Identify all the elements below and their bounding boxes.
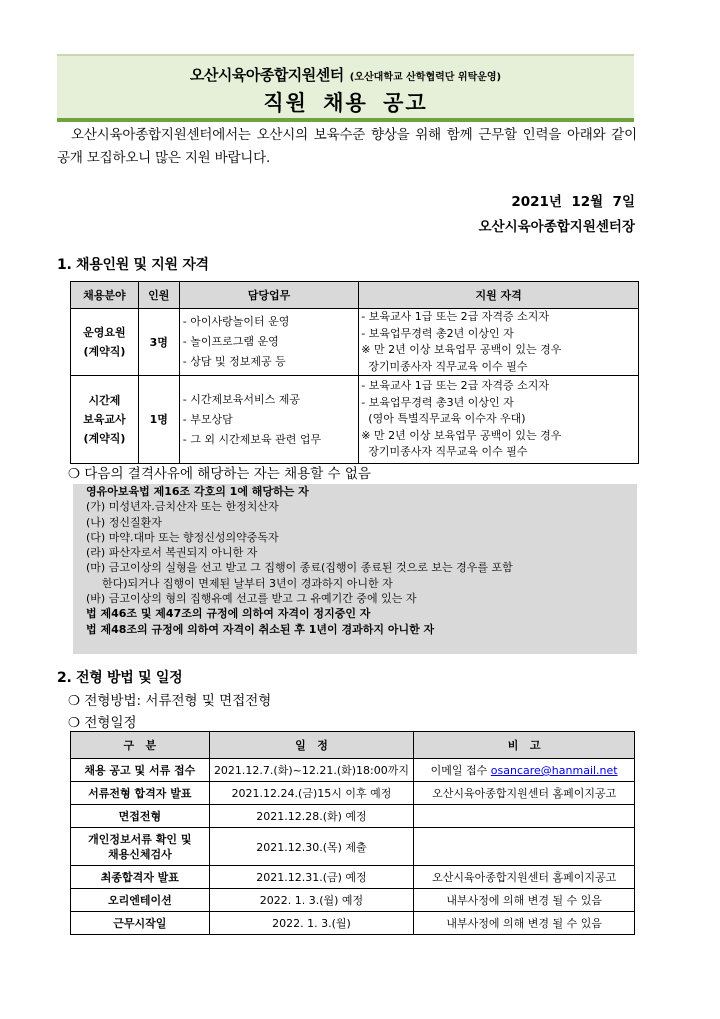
qual-line: 장기미종사자 직무교육 이수 필수	[361, 445, 528, 459]
item-line: 개인정보서류 확인 및	[88, 832, 192, 846]
field-line: 운영요원	[83, 326, 126, 339]
disqualification-line: (나) 정신질환자	[86, 515, 162, 529]
schedule-note	[414, 828, 635, 866]
duties-cell	[179, 309, 359, 376]
disqualification-line: (다) 마약.대마 또는 향정신성의약중독자	[86, 530, 279, 544]
table-header-row	[71, 732, 635, 759]
schedule-table	[70, 731, 635, 935]
schedule-note: 내부사정에 의해 변경 될 수 있음	[414, 889, 635, 912]
duty-line: - 부모상담	[182, 412, 233, 426]
duties-cell	[179, 376, 359, 464]
header-field: 채용분야	[71, 282, 139, 309]
schedule-item: 채용 공고 및 서류 접수	[71, 759, 210, 782]
schedule-item: 면접전형	[71, 805, 210, 828]
field-line: (계약직)	[83, 432, 126, 445]
count-cell: 3명	[138, 309, 179, 376]
schedule-item: 서류전형 합격자 발표	[71, 782, 210, 805]
disqualification-line: 법 제46조 및 제47조의 규정에 의하여 자격이 정지중인 자	[86, 607, 371, 621]
disqualification-line: (라) 파산자로서 복권되지 아니한 자	[86, 546, 258, 560]
schedule-date: 2021.12.31.(금) 예정	[209, 866, 414, 889]
field-line: 보육교사	[83, 413, 126, 426]
header-date: 일 정	[209, 732, 414, 759]
disqualification-line: (바) 금고이상의 형의 집행유예 선고를 받고 그 유예기간 중에 있는 자	[86, 592, 417, 606]
schedule-date: 2021.12.7.(화)~12.21.(화)18:00까지	[209, 759, 414, 782]
schedule-note	[414, 759, 635, 782]
schedule-note	[414, 805, 635, 828]
count-cell: 1명	[138, 376, 179, 464]
qual-line: 장기미종사자 직무교육 이수 필수	[361, 359, 528, 373]
disqualification-line: 법 제48조의 규정에 의하여 자격이 취소된 후 1년이 경과하지 아니한 자	[86, 622, 435, 636]
selection-method: ❍ 전형방법: 서류전형 및 면접전형	[68, 693, 272, 709]
qual-line: - 보육업무경력 총3년 이상인 자	[361, 395, 514, 409]
org-name: 오산시육아종합지원센터	[189, 66, 344, 84]
table-row	[71, 759, 635, 782]
schedule-note: 내부사정에 의해 변경 될 수 있음	[414, 912, 635, 935]
quals-cell	[359, 309, 639, 376]
schedule-label: ❍ 전형일정	[68, 715, 137, 731]
table-row	[71, 805, 635, 828]
field-line: 시간제	[88, 394, 121, 407]
schedule-note: 오산시육아종합지원센터 홈페이지공고	[414, 866, 635, 889]
disqualification-line: 영유아보육법 제16조 각호의 1에 해당하는 자	[86, 485, 309, 498]
qual-line: - 보육업무경력 총2년 이상인 자	[361, 326, 514, 340]
header-quals: 지원 자격	[359, 282, 639, 309]
header-count: 인원	[138, 282, 179, 309]
header-duties: 담당업무	[179, 282, 359, 309]
schedule-item	[71, 828, 210, 866]
recruitment-table	[70, 281, 639, 464]
duty-line: - 그 외 시간제보육 관련 업무	[182, 432, 322, 446]
duty-line: - 놀이프로그램 운영	[182, 335, 279, 348]
schedule-note: 오산시육아종합지원센터 홈페이지공고	[414, 782, 635, 805]
schedule-date: 2022. 1. 3.(월) 예정	[209, 889, 414, 912]
email-link[interactable]: osancare@hanmail.net	[490, 764, 618, 777]
table-row	[71, 889, 635, 912]
quals-cell	[359, 376, 639, 464]
disqualification-line: 한다)되거나 집행이 면제된 날부터 3년이 경과하지 아니한 자	[102, 576, 393, 590]
table-row	[71, 309, 639, 376]
qual-line: ※ 만 2년 이상 보육업무 공백이 있는 경우	[361, 343, 562, 356]
qual-line: - 보육교사 1급 또는 2급 자격증 소지자	[361, 310, 549, 323]
item-line: 채용신체검사	[107, 847, 172, 861]
header-note: 비 고	[414, 732, 635, 759]
table-row	[71, 376, 639, 464]
section1-heading: 1. 채용인원 및 지원 자격	[57, 257, 209, 273]
org-line	[57, 64, 634, 85]
table-header-row	[71, 282, 639, 309]
schedule-item: 오리엔테이션	[71, 889, 210, 912]
section2-heading: 2. 전형 방법 및 일정	[57, 670, 183, 686]
schedule-item: 최종합격자 발표	[71, 866, 210, 889]
disqualification-intro: ❍ 다음의 결격사유에 해당하는 자는 채용할 수 없음	[68, 466, 371, 482]
schedule-date: 2021.12.28.(화) 예정	[209, 805, 414, 828]
intro-paragraph: 오산시육아종합지원센터에서는 오산시의 보육수준 향상을 위해 함께 근무할 인력을 아래와 같이 공개 모집하오니 많은 지원 바랍니다.	[57, 127, 637, 166]
field-cell	[71, 309, 139, 376]
field-line: (계약직)	[83, 345, 126, 358]
qual-line: ※ 만 2년 이상 보육업무 공백이 있는 경우	[361, 428, 562, 442]
duty-line: - 아이사랑놀이터 운영	[182, 315, 290, 328]
disqualification-line: (가) 미성년자.금치산자 또는 한정치산자	[86, 500, 279, 514]
disqualification-line: (마) 금고이상의 실형을 선고 받고 그 집행이 종료(집행이 종료된 것으로 보는 경우를 포함	[86, 561, 513, 575]
qual-line: (영아 특별직무교육 이수자 우대)	[361, 412, 526, 426]
schedule-item: 근무시작일	[71, 912, 210, 935]
table-row	[71, 782, 635, 805]
org-subtitle: (오산대학교 산학협력단 위탁운영)	[349, 72, 502, 83]
table-row	[71, 912, 635, 935]
table-row	[71, 828, 635, 866]
header-banner	[57, 54, 634, 122]
schedule-date: 2021.12.30.(목) 제출	[209, 828, 414, 866]
header-item: 구 분	[71, 732, 210, 759]
duty-line: - 상담 및 정보제공 등	[182, 355, 286, 368]
table-row	[71, 866, 635, 889]
page-title: 직원 채용 공고	[263, 91, 428, 115]
schedule-date: 2022. 1. 3.(월)	[209, 912, 414, 935]
disqualification-box	[73, 484, 637, 654]
schedule-date: 2021.12.24.(금)15시 이후 예정	[209, 782, 414, 805]
announcement-date: 2021년 12월 7일	[511, 194, 635, 210]
signer: 오산시육아종합지원센터장	[478, 219, 635, 235]
duty-line: - 시간제보육서비스 제공	[182, 392, 300, 406]
note-text: 이메일 접수	[430, 764, 491, 777]
qual-line: - 보육교사 1급 또는 2급 자격증 소지자	[361, 379, 549, 393]
field-cell	[71, 376, 139, 464]
